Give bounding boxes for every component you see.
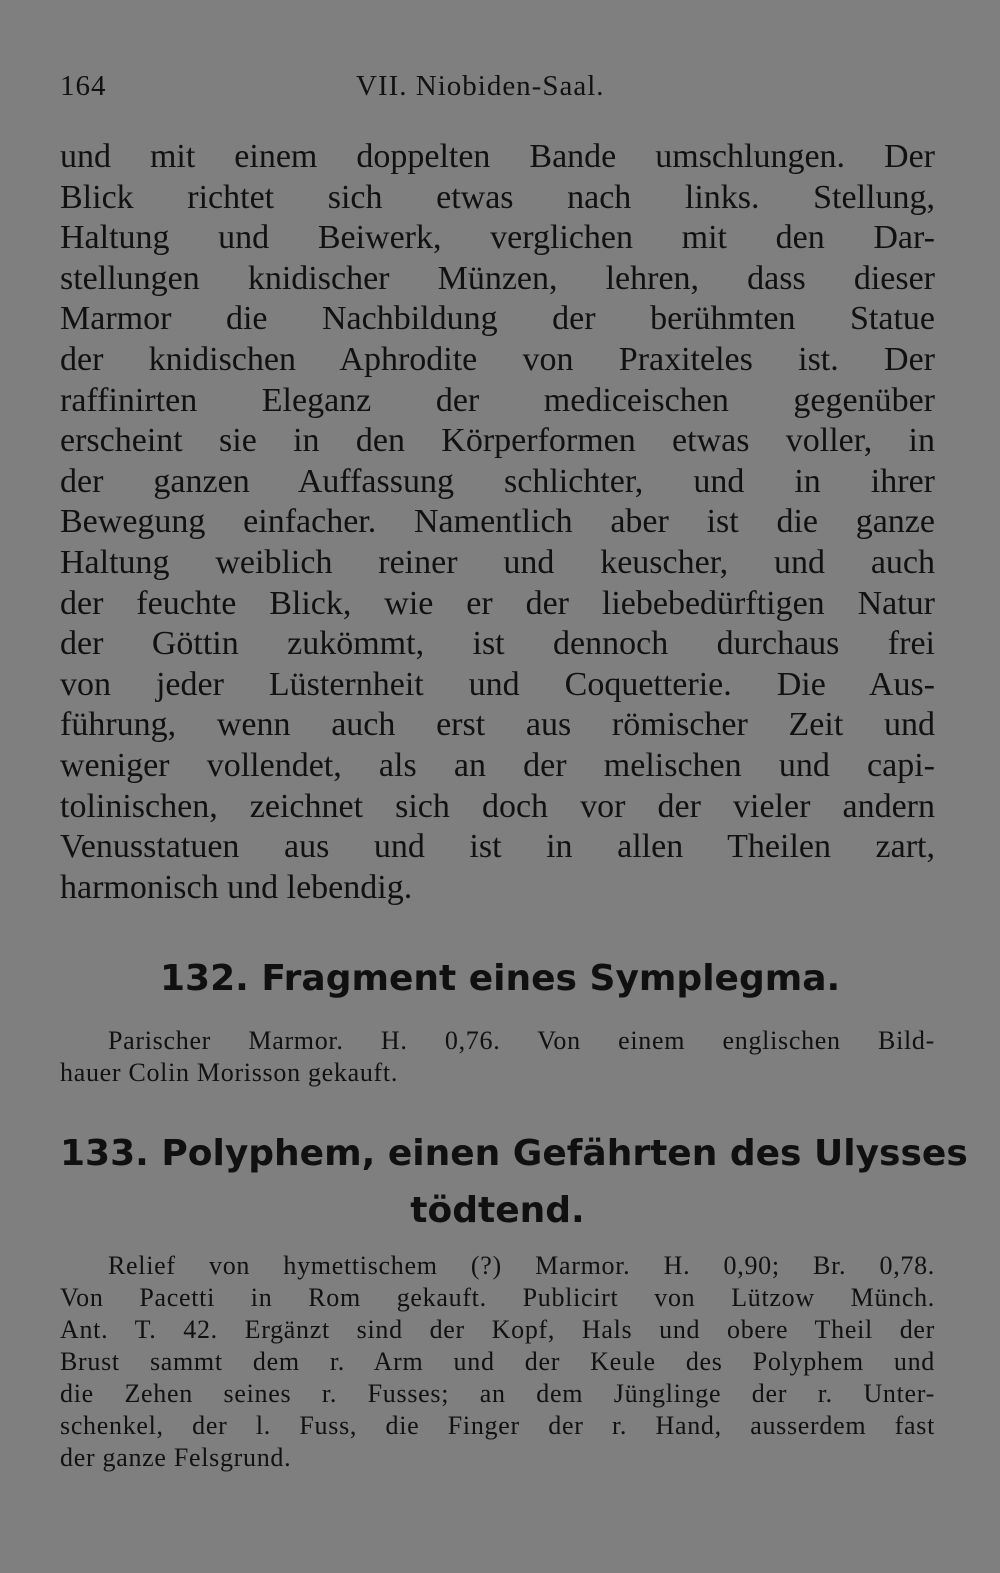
text-line: Venusstatuen aus und ist in allen Theilen zart, — [60, 828, 935, 866]
text-line: stellungen knidischer Münzen, lehren, dass dieser — [60, 259, 935, 297]
text-line: Parischer Marmor. H. 0,76. Von einem englischen Bild- — [108, 1026, 935, 1055]
text-line: der ganze Felsgrund. — [60, 1443, 292, 1472]
text-line: die Zehen seines r. Fusses; an dem Jünglinge der r. Unter- — [60, 1379, 935, 1408]
text-line: Haltung und Beiwerk, verglichen mit den Dar- — [60, 219, 935, 257]
text-line: harmonisch und lebendig. — [60, 868, 413, 906]
text-line: Haltung weiblich reiner und keuscher, und auch — [60, 543, 935, 581]
text-line: schenkel, der l. Fuss, die Finger der r. Hand, ausserdem fast — [60, 1411, 935, 1440]
text-line: hauer Colin Morisson gekauft. — [60, 1058, 399, 1087]
text-line: der feuchte Blick, wie er der liebebedürftigen Natur — [60, 584, 935, 622]
text-line: Marmor die Nachbildung der berühmten Statue — [60, 300, 935, 338]
page-header — [60, 70, 940, 110]
entry-133-title-line1: 133. Polyphem, einen Gefährten des Ulysses — [60, 1133, 968, 1174]
running-head: VII. Niobiden-Saal. — [356, 70, 605, 102]
text-line: Brust sammt dem r. Arm und der Keule des Polyphem und — [60, 1347, 935, 1376]
main-paragraph — [60, 137, 935, 908]
entry-132-title: 132. Fragment eines Symplegma. — [160, 958, 841, 999]
text-line: weniger vollendet, als an der melischen und capi- — [60, 746, 935, 784]
text-line: von jeder Lüsternheit und Coquetterie. Die Aus- — [60, 665, 935, 703]
text-line: der ganzen Auffassung schlichter, und in ihrer — [60, 462, 935, 500]
text-line: Blick richtet sich etwas nach links. Stellung, — [60, 178, 935, 216]
text-line: erscheint sie in den Körperformen etwas voller, in — [60, 422, 935, 460]
page-number: 164 — [60, 70, 107, 102]
text-line: Relief von hymettischem (?) Marmor. H. 0,90; Br. 0,78. — [108, 1251, 935, 1280]
text-line: der knidischen Aphrodite von Praxiteles ist. Der — [60, 340, 935, 378]
text-line: führung, wenn auch erst aus römischer Zeit und — [60, 706, 935, 744]
entry-133-description — [60, 1250, 935, 1474]
text-line: und mit einem doppelten Bande umschlungen. Der — [60, 138, 935, 175]
text-line: der Göttin zukömmt, ist dennoch durchaus frei — [60, 625, 935, 663]
entry-133-title-line2: tödtend. — [410, 1190, 585, 1231]
text-line: Von Pacetti in Rom gekauft. Publicirt von Lützow Münch. — [60, 1283, 935, 1312]
text-line: raffinirten Eleganz der mediceischen gegenüber — [60, 381, 935, 419]
entry-132-description — [60, 1025, 935, 1089]
text-line: tolinischen, zeichnet sich doch vor der vieler andern — [60, 787, 935, 825]
text-line: Bewegung einfacher. Namentlich aber ist die ganze — [60, 503, 935, 541]
text-line: Ant. T. 42. Ergänzt sind der Kopf, Hals und obere Theil der — [60, 1315, 935, 1344]
